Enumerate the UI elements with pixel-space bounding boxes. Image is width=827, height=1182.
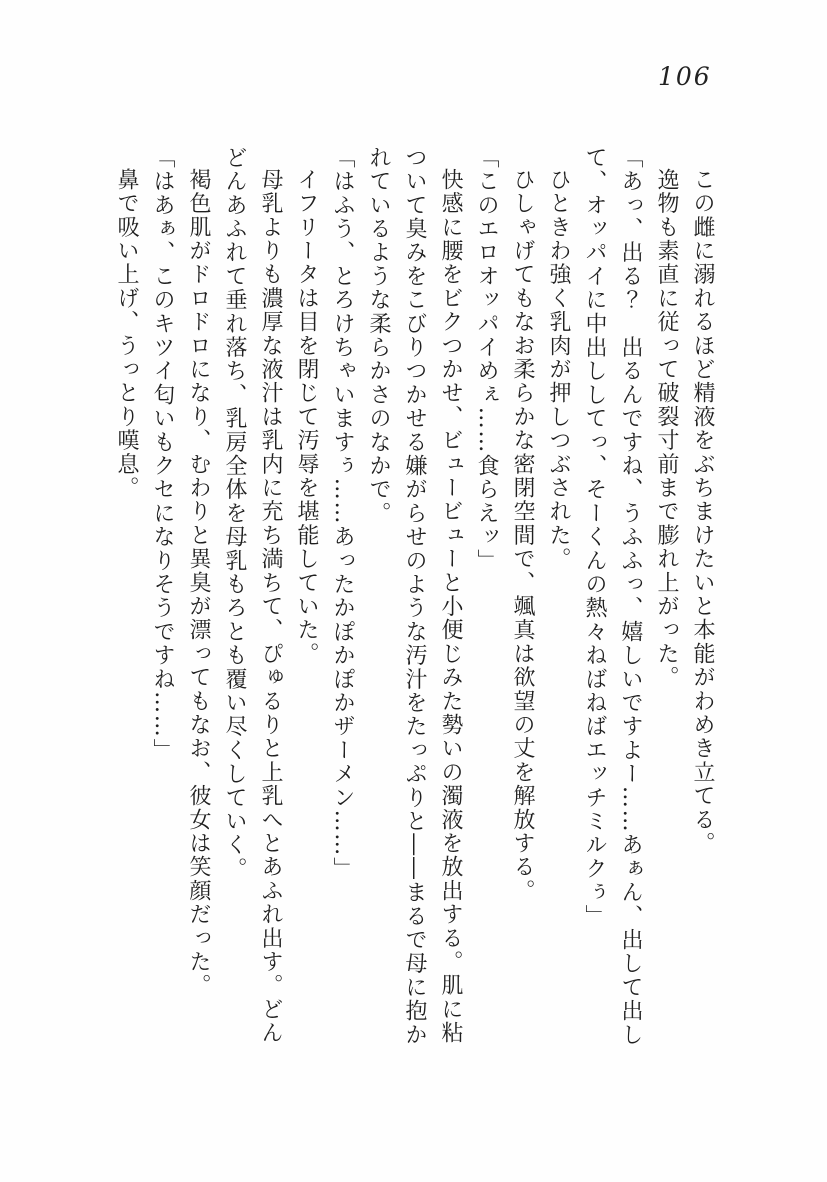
paragraph: 逸物も素直に従って破裂寸前まで膨れ上がった。 [654,168,679,690]
paragraph: 快感に腰をビクつかせ、ビュービューと小便じみた勢いの濁液を放出する。肌に粘ついて臭みをこびりつかせる嫌がらせのような汚汁をたっぷりと――まるで母に抱かれているような柔らかさのなかで。 [366,146,463,1047]
paragraph: 褐色肌がドロドロになり、むわりと異臭が漂ってもなお、彼女は笑顔だった。 [186,168,211,998]
paragraph: ひしゃげてもなお柔らかな密閉空間で、颯真は欲望の丈を解放する。 [510,168,535,903]
paragraph-dialogue: 「あっ、出る？ 出るんですね、うふふっ、嬉しいですよー……あぁん、出して出して、オッパイに中出ししてっ、そーくんの熱々ねばねばエッチミルクぅ」 [582,146,643,1047]
paragraph: 鼻で吸い上げ、うっとり嘆息。 [114,168,139,500]
page-text-block [108,146,720,1050]
paragraph: イフリータは目を閉じて汚辱を堪能していた。 [294,168,319,666]
paragraph-dialogue: 「はふう、とろけちゃいますぅ……あったかぽかぽかザーメン……」 [330,146,355,881]
page-number: 106 [658,62,712,91]
paragraph: 母乳よりも濃厚な液汁は乳内に充ち満ちて、ぴゅるりと上乳へとあふれ出す。どんどんあふれて垂れ落ち、乳房全体を母乳もろとも覆い尽くしていく。 [222,146,283,1045]
paragraph: ひときわ強く乳肉が押しつぶされた。 [546,168,571,571]
paragraph-dialogue: 「はあぁ、このキツイ匂いもクセになりそうですね……」 [150,146,175,763]
paragraph-dialogue: 「このエロオッパイめぇ……食らえッ」 [474,146,499,573]
paragraph: この雌に溺れるほど精液をぶちまけたいと本能がわめき立てる。 [690,168,715,856]
